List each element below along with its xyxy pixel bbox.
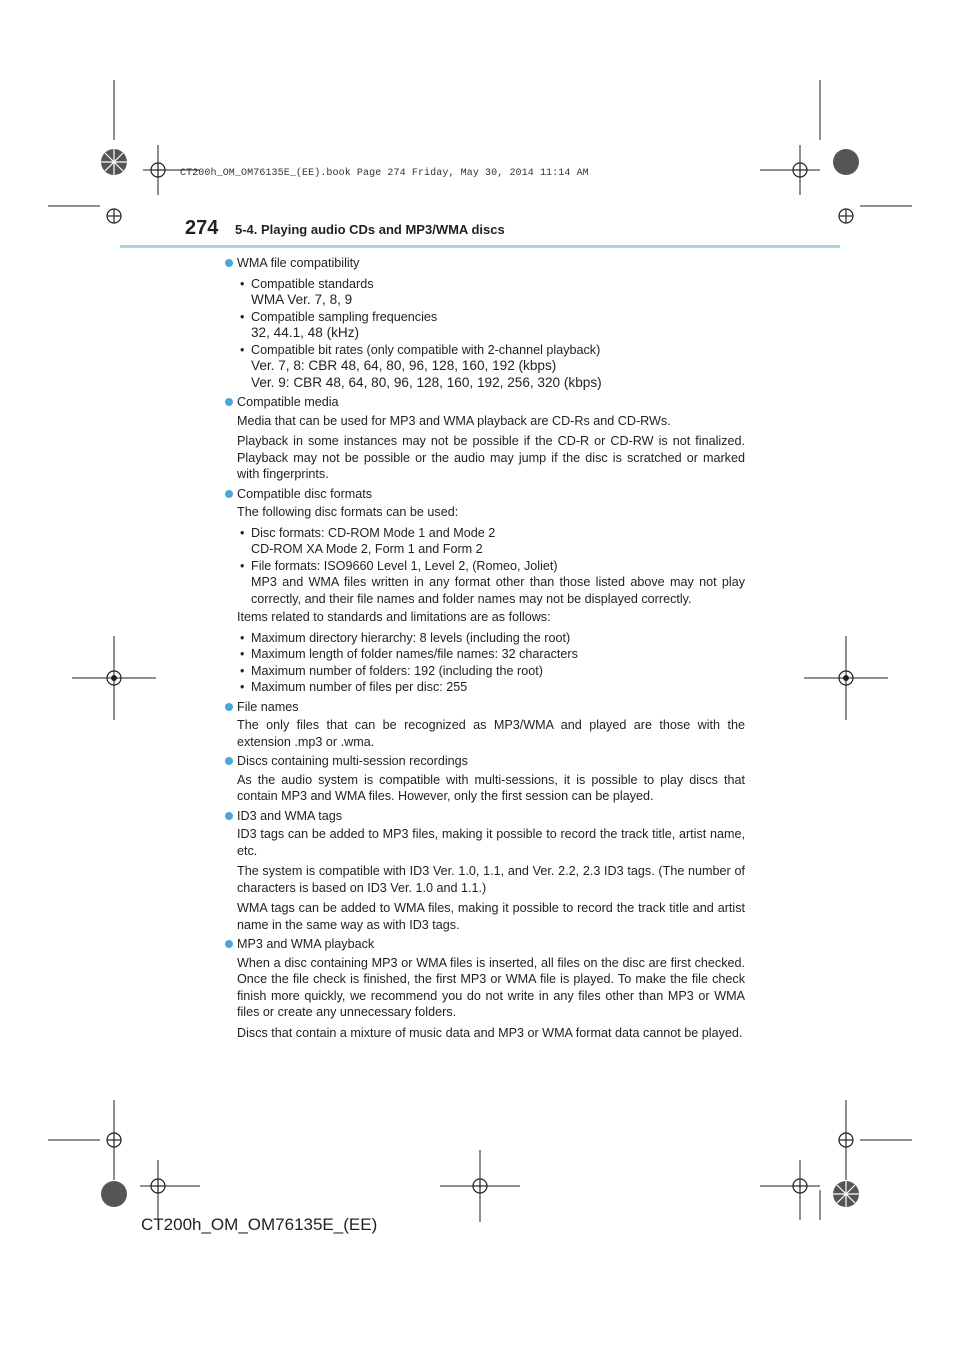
sub-list <box>224 525 745 608</box>
item-title <box>224 699 745 716</box>
sub-bullet-icon: • <box>240 276 245 291</box>
sub-bullet-icon: • <box>240 663 245 678</box>
sub-item-head: Disc formats: CD-ROM Mode 1 and Mode 2 <box>251 525 496 540</box>
sub-bullet-icon: • <box>240 647 245 661</box>
paragraph: The only files that can be recognized as MP3/WMA and played are those with the extension .mp3 or .wma. <box>237 718 745 749</box>
header-rule <box>120 245 840 248</box>
footer-code: CT200h_OM_OM76135E_(EE) <box>141 1215 378 1234</box>
list-item <box>224 808 745 934</box>
sub-list-item <box>237 309 745 326</box>
item-title <box>224 808 745 825</box>
sub-item-line: CD-ROM XA Mode 2, Form 1 and Form 2 <box>251 542 483 556</box>
sub-item-head: File formats: ISO9660 Level 1, Level 2, (Romeo, Joliet) <box>251 558 558 573</box>
paragraph: The following disc formats can be used: <box>237 505 459 519</box>
sub-bullet-icon: • <box>240 525 245 540</box>
item-title-text: ID3 and WMA tags <box>237 808 342 823</box>
paragraph: Media that can be used for MP3 and WMA playback are CD-Rs and CD-RWs. <box>237 413 671 428</box>
sub-item-line: Ver. 7, 8: CBR 48, 64, 80, 96, 128, 160, 192 (kbps) <box>251 358 557 373</box>
bullet-icon <box>225 703 233 711</box>
sub-list-item <box>237 630 745 647</box>
sub-list-item <box>237 663 745 680</box>
sub-item-line: Ver. 9: CBR 48, 64, 80, 96, 128, 160, 192, 256, 320 (kbps) <box>251 374 602 390</box>
list-item <box>224 486 745 696</box>
sub-list-item <box>237 342 745 359</box>
paragraph: When a disc containing MP3 or WMA files is inserted, all files on the disc are first checked. Once the file check is finished, the first MP3 or WMA file is played. To make the file check finish more quickly, we recommend you do not write in any files other than MP3 or WMA files or create any unnecessary folders. <box>237 955 745 1019</box>
item-title <box>224 936 745 953</box>
item-title-text: WMA file compatibility <box>237 256 360 270</box>
item-title <box>224 394 745 411</box>
sub-item-head: Maximum directory hierarchy: 8 levels (including the root) <box>251 630 571 645</box>
sub-item-head: Maximum number of files per disc: 255 <box>251 680 468 694</box>
sub-item-line: 32, 44.1, 48 (kHz) <box>251 325 360 340</box>
sub-item-head: Maximum number of folders: 192 (including the root) <box>251 663 543 678</box>
bullet-icon <box>225 398 233 406</box>
page-number: 274 <box>185 217 219 239</box>
list-item <box>224 753 745 805</box>
sub-bullet-icon: • <box>240 342 245 357</box>
sub-list-item <box>237 558 745 575</box>
item-title-text: Discs containing multi-session recordings <box>237 754 468 768</box>
paragraph: ID3 tags can be added to MP3 files, making it possible to record the track title, artist name, etc. <box>237 827 745 858</box>
content <box>224 255 745 1044</box>
bullet-icon <box>225 812 233 820</box>
sub-item-head: Compatible standards <box>251 276 374 291</box>
list-item <box>224 255 745 391</box>
sub-bullet-icon: • <box>240 309 245 324</box>
paragraph: Playback in some instances may not be possible if the CD-R or CD-RW is not finalized. Playback may not be possible or the audio may jump if the disc is scratched or marked with fingerprints. <box>237 434 745 481</box>
bullet-icon <box>225 940 233 948</box>
section-title: 5-4. Playing audio CDs and MP3/WMA discs <box>235 222 505 237</box>
list-item <box>224 699 745 751</box>
sub-list <box>224 276 745 392</box>
sub-bullet-icon: • <box>240 558 245 573</box>
sub-item-head: Compatible sampling frequencies <box>251 309 438 324</box>
sub-item-head: Compatible bit rates (only compatible with 2-channel playback) <box>251 342 601 357</box>
item-title-text: MP3 and WMA playback <box>237 937 375 951</box>
item-title <box>224 753 745 770</box>
sub-item-line: WMA Ver. 7, 8, 9 <box>251 292 353 307</box>
sub-bullet-icon: • <box>240 630 245 645</box>
paragraph: Items related to standards and limitations are as follows: <box>237 610 551 624</box>
item-title-text: Compatible disc formats <box>237 486 373 501</box>
sub-list-item <box>237 525 745 542</box>
sub-list <box>224 630 745 696</box>
sub-list-item <box>237 276 745 293</box>
item-title-text: Compatible media <box>237 395 339 409</box>
sub-bullet-icon: • <box>240 680 245 694</box>
paragraph: Discs that contain a mixture of music data and MP3 or WMA format data cannot be played. <box>237 1025 743 1040</box>
sub-item-line: MP3 and WMA files written in any format other than those listed above may not play correctly, and their file names and folder names may not be displayed correctly. <box>251 575 745 606</box>
paragraph: The system is compatible with ID3 Ver. 1.0, 1.1, and Ver. 2.2, 2.3 ID3 tags. (The number of characters is based on ID3 Ver. 1.0 and 1.1.) <box>237 864 745 895</box>
bullet-icon <box>225 757 233 765</box>
paragraph: WMA tags can be added to WMA files, making it possible to record the track title and artist name in the same way as with ID3 tags. <box>237 901 745 932</box>
paragraph: As the audio system is compatible with multi-sessions, it is possible to play discs that contain MP3 and WMA files. However, only the first session can be played. <box>237 772 745 803</box>
sub-list-item <box>237 679 745 696</box>
book-header: CT200h_OM_OM76135E_(EE).book Page 274 Friday, May 30, 2014 11:14 AM <box>180 168 589 179</box>
item-title <box>224 486 745 503</box>
bullet-icon <box>225 259 233 267</box>
sub-item-head: Maximum length of folder names/file names: 32 characters <box>251 647 578 661</box>
list-item <box>224 394 745 483</box>
bullet-icon <box>225 490 233 498</box>
sub-list-item <box>237 646 745 663</box>
item-title <box>224 255 745 272</box>
item-title-text: File names <box>237 699 299 714</box>
list-item <box>224 936 745 1041</box>
